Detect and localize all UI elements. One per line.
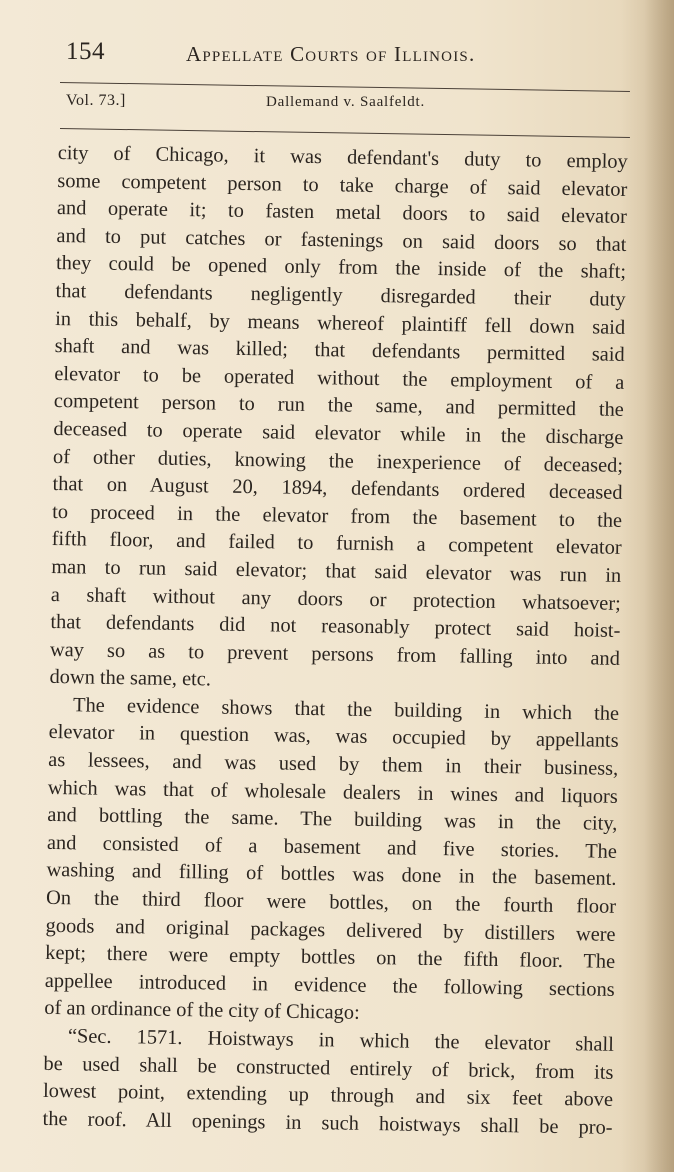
text-line: be used shall be constructed entirely of brick, from its: [43, 1052, 614, 1084]
text-line: that defendants negligently disregarded their duty: [55, 279, 626, 311]
text-line: as lessees, and was used by them in their business,: [48, 748, 619, 780]
header-rule-top: [60, 82, 630, 92]
text-line: and consisted of a basement and five stories. The: [46, 831, 618, 863]
text-line: of an ordinance of the city of Chicago:: [44, 997, 360, 1025]
text-line: On the third floor were bottles, on the fourth floor: [45, 886, 617, 918]
running-head: Appellate Courts of Illinois.: [186, 42, 476, 66]
text-line: fifth floor, and failed to furnish a competent elevator: [51, 528, 622, 560]
text-line: that on August 20, 1894, defendants ordered deceased: [52, 473, 623, 505]
text-line: kept; there were empty bottles on the fifth floor. The: [45, 942, 616, 974]
text-line: appellee introduced in evidence the following sections: [44, 969, 615, 1001]
text-line: in this behalf, by means whereof plaintiff fell down said: [55, 307, 626, 339]
text-line: city of Chicago, it was defendant's duty to employ: [57, 141, 628, 173]
text-line: elevator in question was, was occupied by appellants: [48, 721, 619, 753]
page-number: 154: [66, 38, 105, 65]
text-line: man to run said elevator; that said elevator was run in: [51, 555, 622, 587]
text-line: shaft and was killed; that defendants permitted said: [54, 335, 625, 367]
volume-line: [66, 92, 606, 116]
text-line: washing and filling of bottles was done in the basement.: [46, 859, 617, 891]
text-line: they could be opened only from the inside of the shaft;: [55, 252, 627, 284]
text-line: lowest point, extending up through and six feet above: [42, 1080, 614, 1112]
text-line: some competent person to take charge of said elevator: [57, 169, 628, 201]
case-title: Dallemand v. Saalfeldt.: [266, 94, 426, 110]
text-line: of other duties, knowing the inexperience of deceased;: [52, 445, 624, 477]
header-rule-bottom: [60, 128, 630, 138]
body-text: [42, 140, 628, 1142]
page-edge-shadow: [644, 0, 674, 1172]
page-header: [66, 38, 536, 74]
text-line: which was that of wholesale dealers in wines and liquors: [47, 776, 618, 808]
text-line: way so as to prevent persons from falling into and: [49, 638, 621, 670]
text-line: and to put catches or fastenings on said doors so that: [56, 224, 627, 256]
text-line: deceased to operate said elevator while in the discharge: [53, 417, 624, 449]
text-line: a shaft without any doors or protection whatsoever;: [50, 583, 621, 615]
text-line: goods and original packages delivered by distillers were: [45, 914, 616, 946]
text-line: to proceed in the elevator from the basement to the: [51, 500, 623, 532]
text-line: elevator to be operated without the employment of a: [54, 362, 625, 394]
text-line: that defendants did not reasonably protect said hoist-: [50, 611, 621, 642]
text-line: The evidence shows that the building in which the: [72, 694, 620, 725]
text-line: “Sec. 1571. Hoistways in which the elevator shall: [67, 1025, 615, 1056]
text-line: down the same, etc.: [49, 666, 212, 691]
text-line: competent person to run the same, and permitted the: [53, 390, 624, 422]
volume-number: Vol. 73.]: [66, 92, 126, 109]
text-line: and operate it; to fasten metal doors to said elevator: [56, 197, 628, 229]
text-line: the roof. All openings in such hoistways shall be pro-: [42, 1107, 613, 1139]
text-line: and bottling the same. The building was in the city,: [47, 804, 618, 836]
